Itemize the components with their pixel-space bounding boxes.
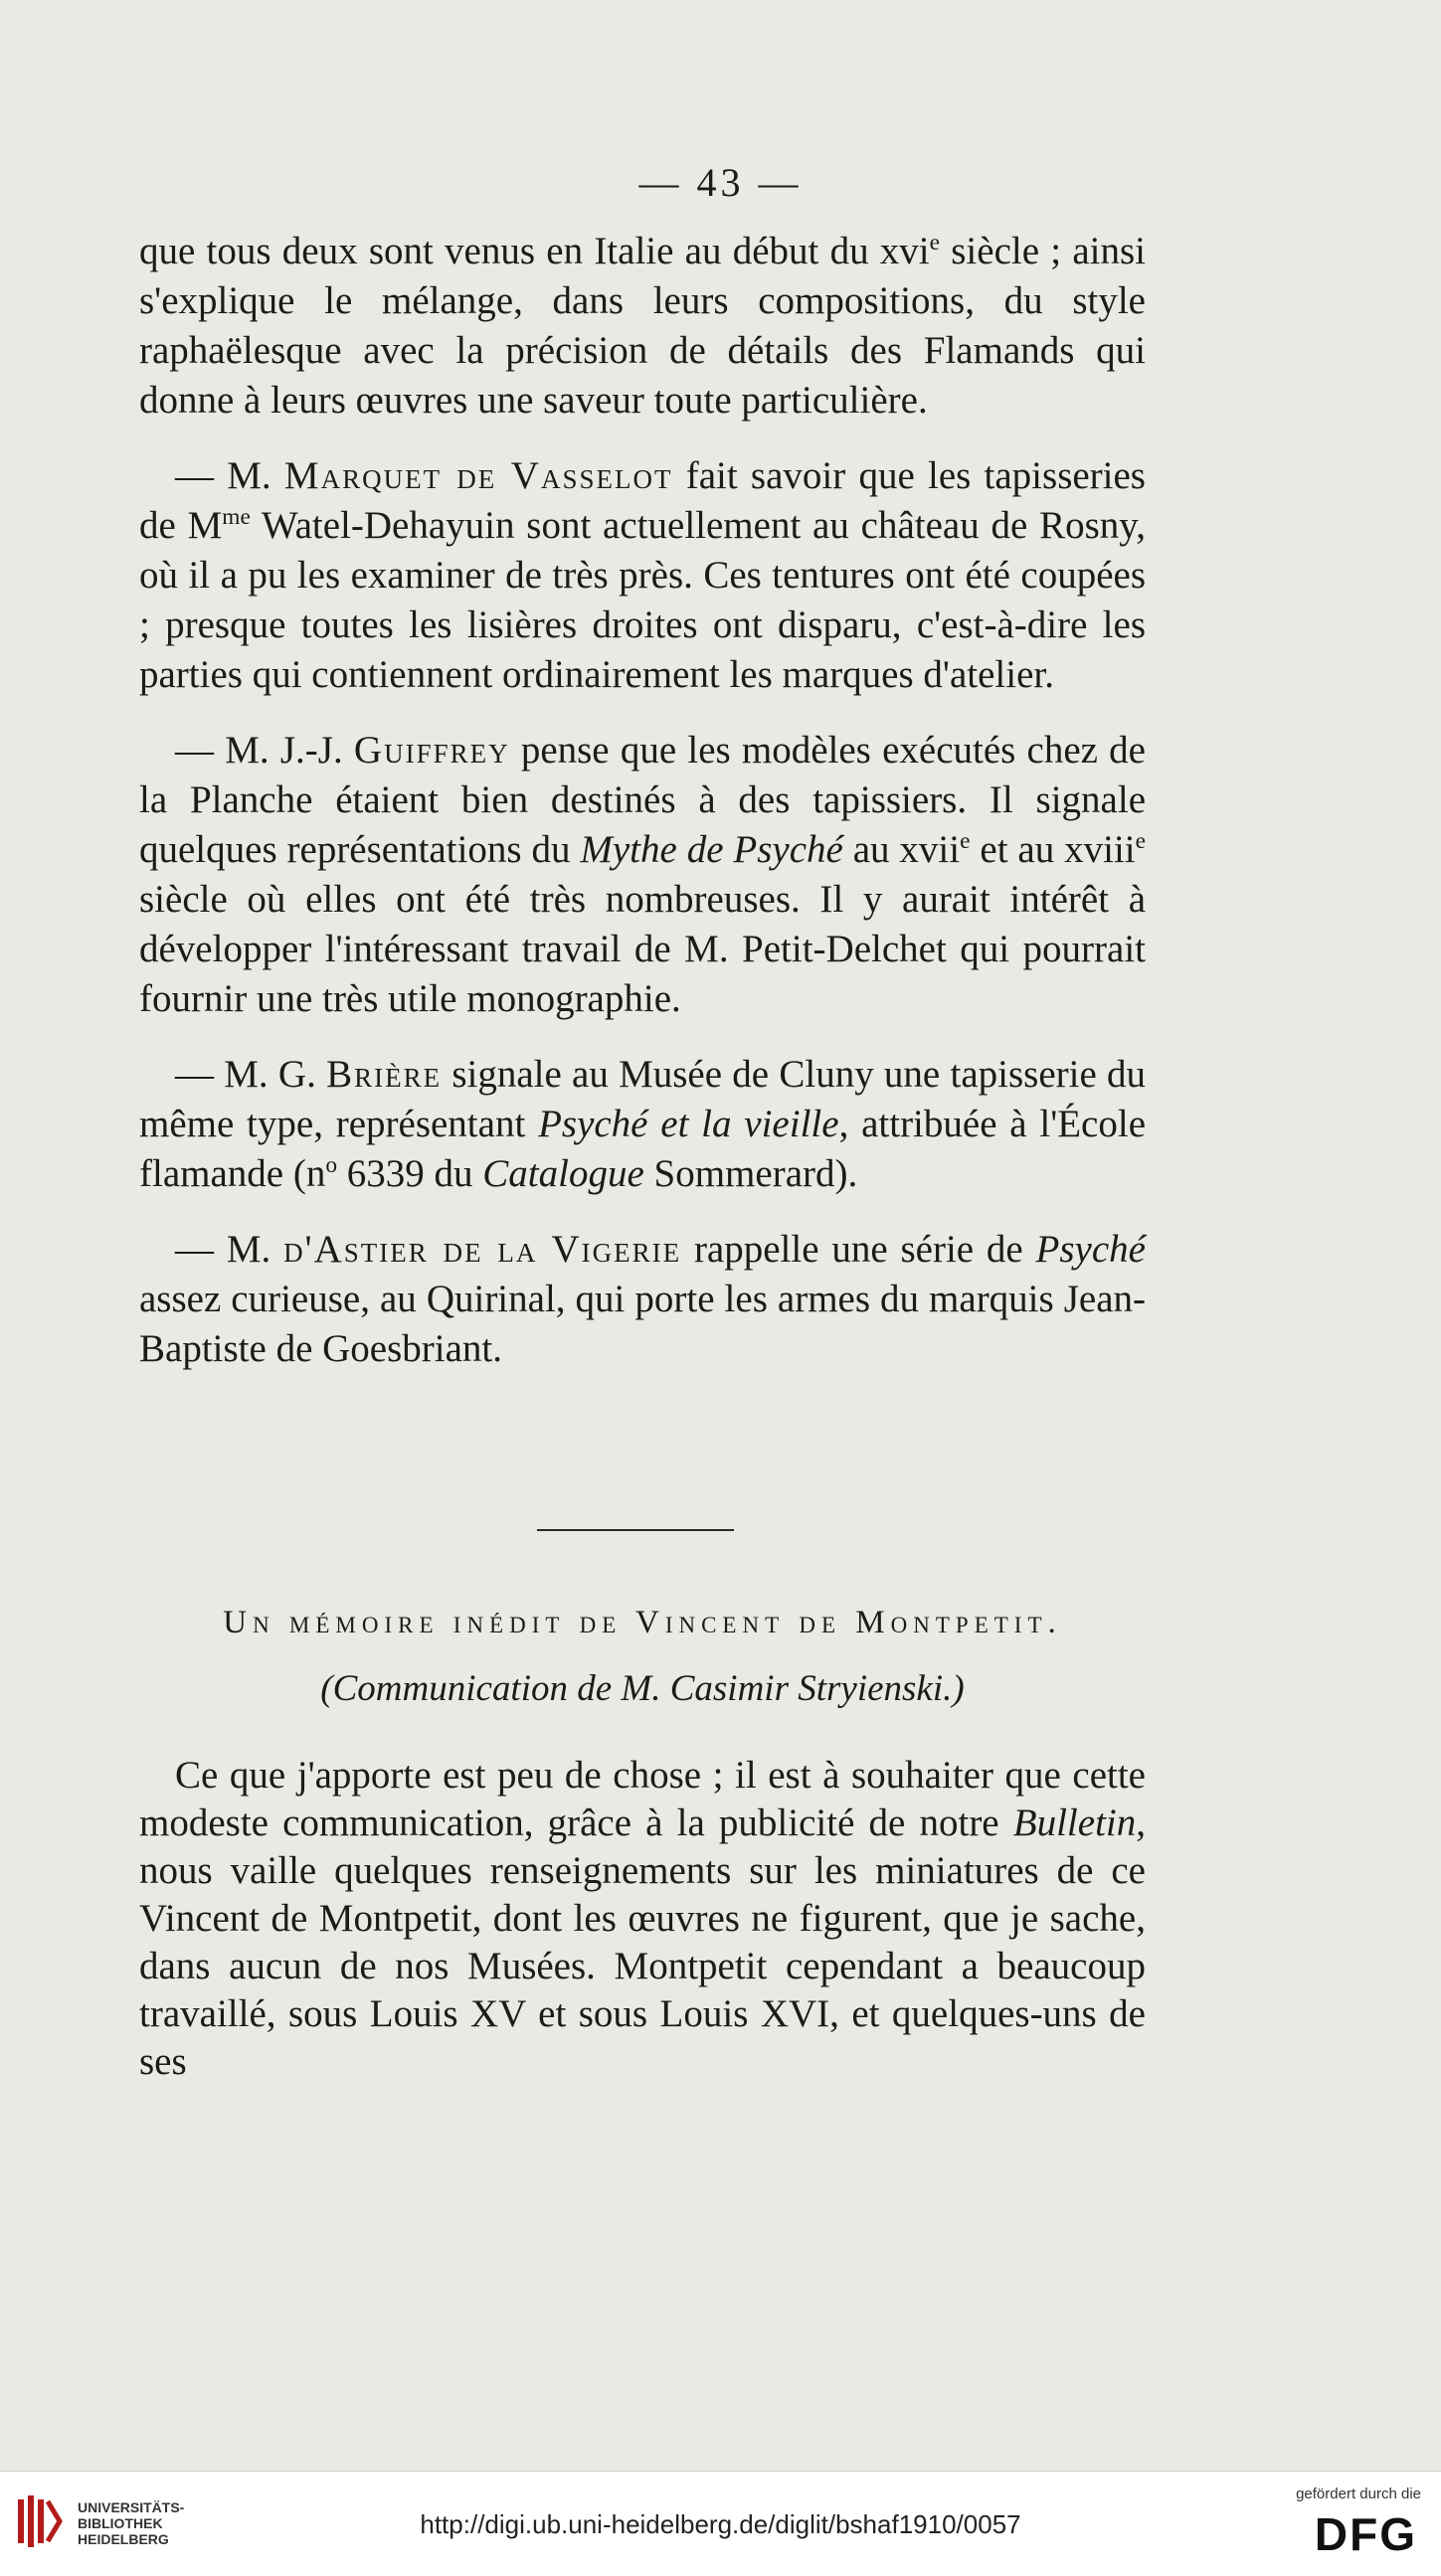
permalink-url[interactable]: http://digi.ub.uni-heidelberg.de/diglit/bshaf1910/0057 [420, 2509, 1021, 2539]
italic-title: Catalogue [482, 1152, 644, 1195]
italic-title: Mythe de Psyché [580, 828, 843, 871]
text-run: , nous vaille quelques renseignements sur les miniatures de ce Vincent de Montpetit, dont les œuvres ne figurent, que je sache, dans aucun de nos Musées. Montpetit cependant a beaucoup travaillé, sous Louis XV et sous Louis XVI, et quelques-uns de ses [139, 1802, 1146, 2083]
text-run: siècle où elles ont été très nombreuses. Il y aurait intérêt à développer l'intéressant travail de M. Petit-Delchet qui pourrait fournir une très utile monographie. [139, 878, 1146, 1020]
italic-title: Psyché [1035, 1228, 1146, 1271]
text-run: signale au Musée de Cluny une tapisserie du même type, représentant [139, 1053, 1146, 1145]
paragraph-6 [139, 1752, 1146, 2086]
library-name-line: HEIDELBERG [78, 2531, 169, 2547]
person-name: Guiffrey [353, 729, 510, 772]
text-run: que tous deux sont venus en Italie au début du xvi [139, 230, 930, 272]
superscript: e [960, 828, 971, 854]
paragraph-4 [139, 1050, 1146, 1199]
text-run: Sommerard). [643, 1152, 858, 1195]
paragraph-3 [139, 726, 1146, 1024]
text-run: siècle ; ainsi s'explique le mélange, dans leurs compositions, du style raphaëlesque avec la précision de détails des Flamands qui donne à leurs œuvres une saveur toute particulière. [139, 230, 1146, 422]
text-run: pense que les modèles exécutés chez de la Planche étaient bien destinés à des tapissiers. Il signale quelques représentations du [139, 729, 1146, 871]
text-run: — M. [175, 454, 284, 497]
section-subtitle: (Communication de M. Casimir Stryienski.) [320, 1668, 965, 1709]
italic-title: Psyché et la vieille [538, 1103, 839, 1145]
text-run: — M. [175, 1228, 284, 1271]
dfg-logo: DFG [1314, 2508, 1417, 2560]
text-run: , attribuée à l'École flamande (n [139, 1103, 1146, 1195]
section-divider [537, 1529, 734, 1531]
person-name: Marquet de Vasselot [283, 454, 673, 497]
text-run: au xvii [842, 828, 961, 871]
superscript: e [1135, 828, 1147, 854]
funded-by-text: gefördert durch die [1296, 2486, 1421, 2502]
person-name: Brière [326, 1053, 443, 1096]
main-text [139, 227, 1146, 1400]
section-title: Un mémoire inédit de Vincent de Montpetit. [223, 1605, 1062, 1640]
person-name: d'Astier de la Vigerie [283, 1228, 682, 1271]
text-run: rappelle une série de [681, 1228, 1036, 1271]
footer-bar [0, 2471, 1441, 2576]
superscript: e [929, 230, 941, 256]
text-run: et au xviii [970, 828, 1136, 871]
library-name-line: UNIVERSITÄTS- [78, 2499, 185, 2515]
paragraph-5 [139, 1225, 1146, 1374]
page-number: — 43 — [638, 160, 803, 205]
superscript: me [222, 504, 251, 530]
text-run: — M. G. [175, 1053, 327, 1096]
text-run: — M. J.-J. [175, 729, 354, 772]
text-run: fait savoir que les tapisseries de M [139, 454, 1146, 547]
text-run: Ce que j'apporte est peu de chose ; il est à souhaiter que cette modeste communication, grâce à la publicité de notre [139, 1754, 1146, 1844]
text-run: Watel-Dehayuin sont actuellement au château de Rosny, où il a pu les examiner de très près. Ces tentures ont été coupées ; presque toutes les lisières droites ont disparu, c'est-à-dire les parties qui contiennent ordinairement les marques d'atelier. [139, 504, 1146, 696]
paragraph-1 [139, 227, 1146, 426]
superscript: o [325, 1152, 338, 1178]
library-name-line: BIBLIOTHEK [78, 2515, 163, 2531]
italic-title: Bulletin [1012, 1802, 1137, 1844]
text-run: 6339 du [337, 1152, 483, 1195]
text-run: assez curieuse, au Quirinal, qui porte les armes du marquis Jean-Baptiste de Goesbriant. [139, 1278, 1146, 1370]
section-text [139, 1752, 1146, 2112]
paragraph-2 [139, 451, 1146, 700]
